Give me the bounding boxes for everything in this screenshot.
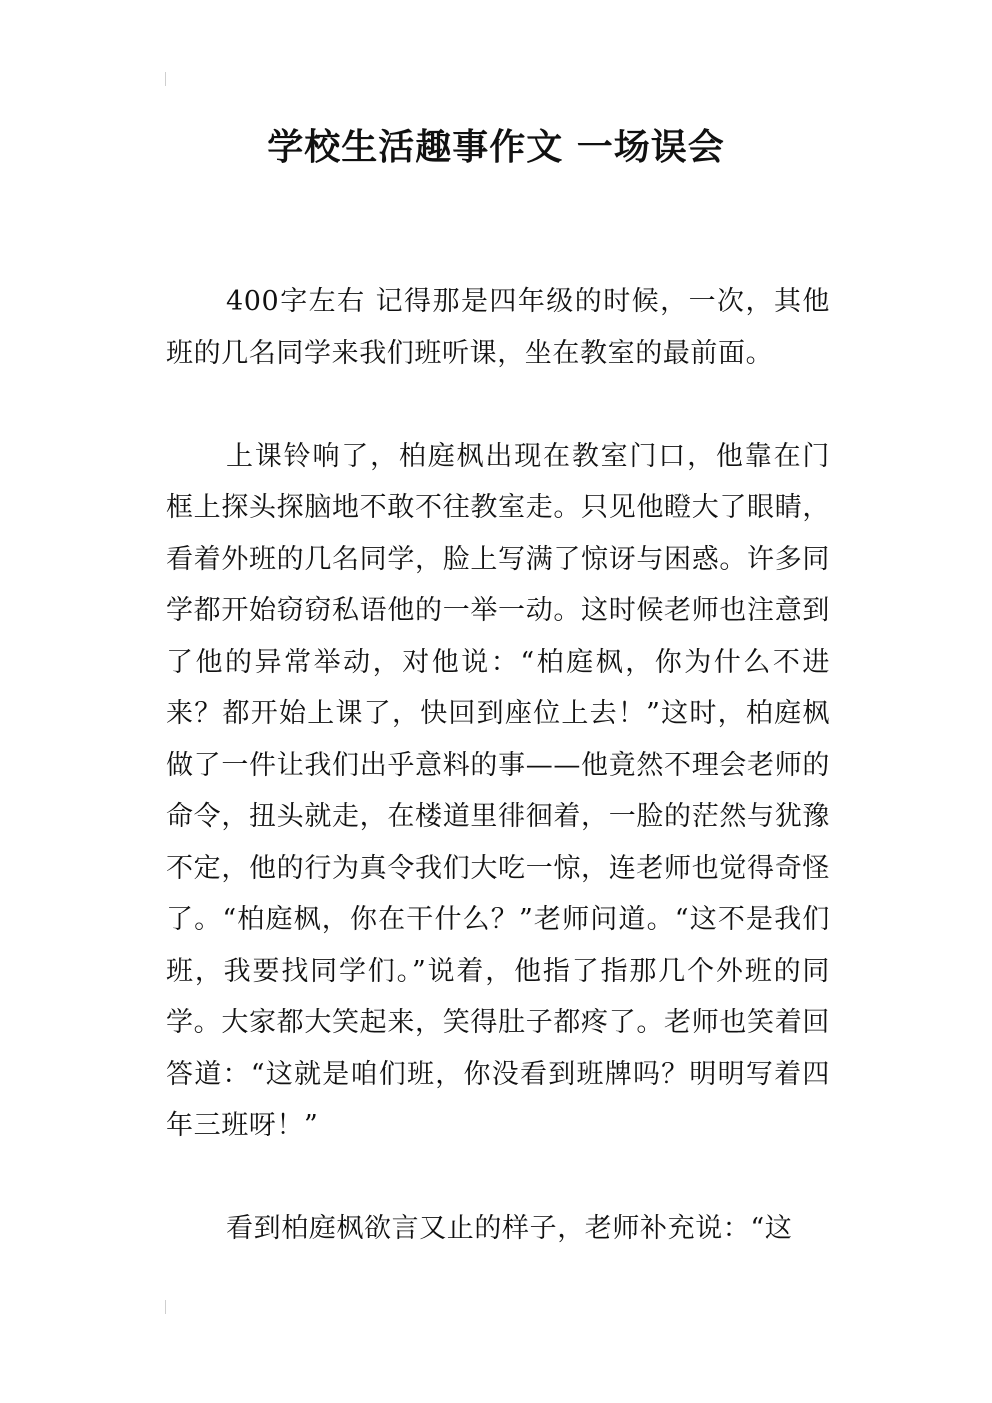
page-corner-mark-top [165, 72, 166, 86]
document-title: 学校生活趣事作文 一场误会 [267, 127, 725, 168]
document-body [166, 276, 830, 1306]
page-corner-mark-bottom [165, 1300, 166, 1314]
paragraph-1: 400字左右 记得那是四年级的时候，一次，其他班的几名同学来我们班听课，坐在教室的最前面。 [166, 286, 830, 369]
paragraph-2: 上课铃响了，柏庭枫出现在教室门口，他靠在门框上探头探脑地不敢不往教室走。只见他瞪大了眼睛，看着外班的几名同学，脸上写满了惊讶与困惑。许多同学都开始窃窃私语他的一举一动。这时候老师也注意到了他的异常举动，对他说：“柏庭枫，你为什么不进来？都开始上课了，快回到座位上去！”这时，柏庭枫做了一件让我们出乎意料的事——他竟然不理会老师的命令，扭头就走，在楼道里徘徊着，一脸的茫然与犹豫不定，他的行为真令我们大吃一惊，连老师也觉得奇怪了。“柏庭枫，你在干什么？”老师问道。“这不是我们班，我要找同学们。”说着，他指了指那几个外班的同学。大家都大笑起来，笑得肚子都疼了。老师也笑着回答道：“这就是咱们班，你没看到班牌吗？明明写着四年三班呀！” [166, 440, 830, 1141]
paragraph-3: 看到柏庭枫欲言又止的样子，老师补充说：“这 [226, 1213, 793, 1244]
